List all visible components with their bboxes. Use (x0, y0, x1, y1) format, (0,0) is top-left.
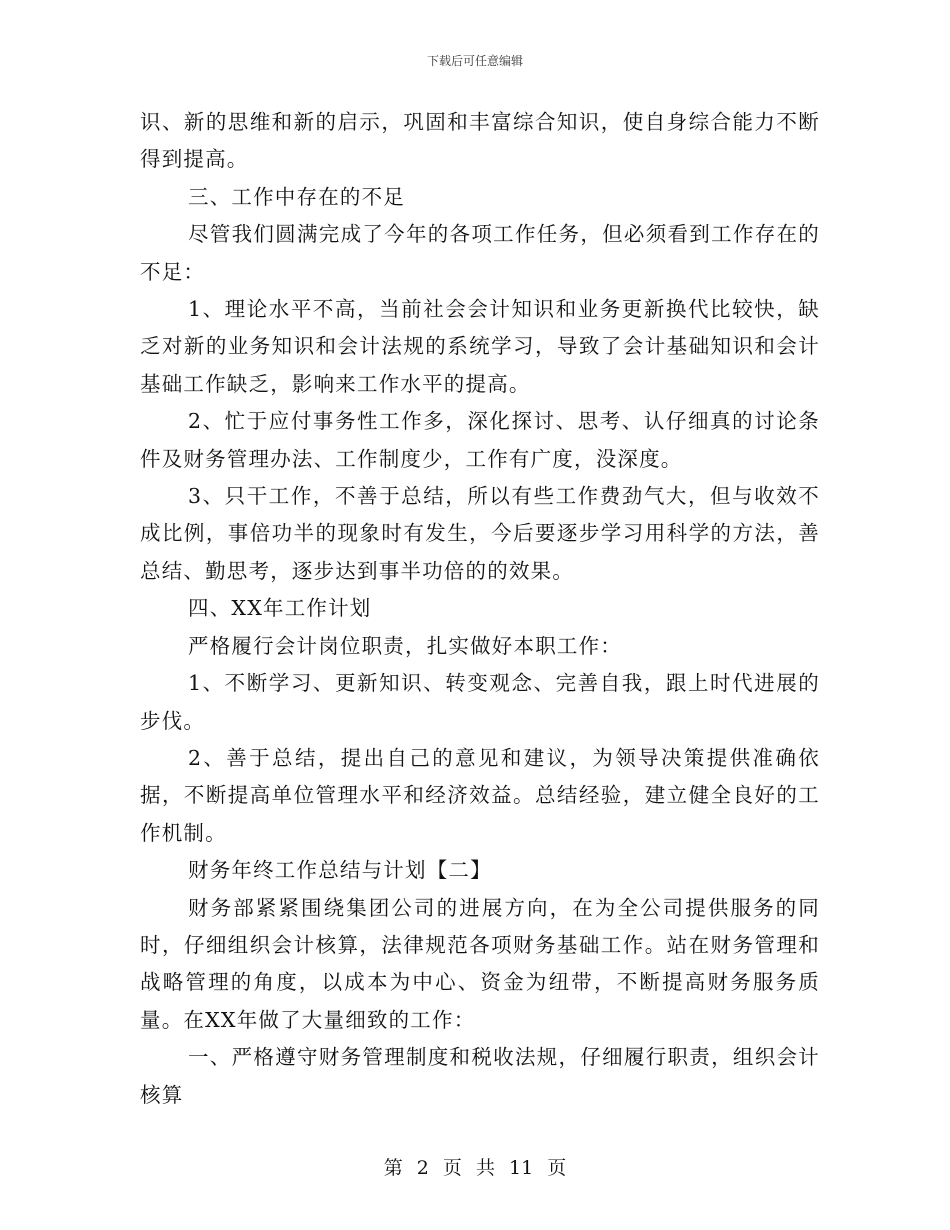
page-footer (0, 1153, 950, 1180)
page-header: 下载后可任意编辑 (426, 54, 523, 68)
list-item-2: 2、忙于应付事务性工作多，深化探讨、思考、认仔细真的讨论条件及财务管理办法、工作制度少，工作有广度，没深度。 (140, 409, 820, 471)
article-title-2: 财务年终工作总结与计划【二】 (188, 858, 492, 883)
paragraph-4: 财务部紧紧围绕集团公司的进展方向，在为全公司提供服务的同时，仔细组织会计核算，法律规范各项财务基础工作。站在财务管理和战略管理的角度，以成本为中心、资金为纽带，不断提高财务服务质量。在XX年做了大量细致的工作： (140, 895, 820, 1032)
footer-total-unit: 页 (547, 1157, 567, 1179)
footer-page-unit: 页 (442, 1157, 462, 1179)
plan-item-1: 1、不断学习、更新知识、转变观念、完善自我，跟上时代进展的步伐。 (140, 671, 820, 733)
footer-prefix: 第 (383, 1157, 403, 1179)
current-page-number: 2 (416, 1157, 429, 1179)
section-heading-1: 一、严格遵守财务管理制度和税收法规，仔细履行职责，组织会计核算 (140, 1045, 820, 1107)
list-item-3: 3、只干工作，不善于总结，所以有些工作费劲气大，但与收效不成比例，事倍功半的现象时有发生，今后要逐步学习用科学的方法，善总结、勤思考，逐步达到事半功倍的的效果。 (140, 484, 820, 583)
total-pages-number: 11 (509, 1157, 534, 1179)
footer-total-word: 共 (475, 1157, 495, 1179)
section-heading-3: 三、工作中存在的不足 (188, 184, 405, 209)
plan-item-2: 2、善于总结，提出自己的意见和建议，为领导决策提供准确依据，不断提高单位管理水平和经济效益。总结经验，建立健全良好的工作机制。 (140, 745, 820, 845)
paragraph-3: 严格履行会计岗位职责，扎实做好本职工作： (188, 633, 622, 658)
paragraph-2: 尽管我们圆满完成了今年的各项工作任务，但必须看到工作存在的不足： (140, 222, 820, 284)
paragraph-1: 识、新的思维和新的启示，巩固和丰富综合知识，使自身综合能力不断得到提高。 (140, 110, 820, 172)
document-body (140, 104, 820, 1114)
list-item-1: 1、理论水平不高，当前社会会计知识和业务更新换代比较快，缺乏对新的业务知识和会计法规的系统学习，导致了会计基础知识和会计基础工作缺乏，影响来工作水平的提高。 (140, 297, 820, 396)
section-heading-4: 四、XX年工作计划 (188, 596, 372, 621)
